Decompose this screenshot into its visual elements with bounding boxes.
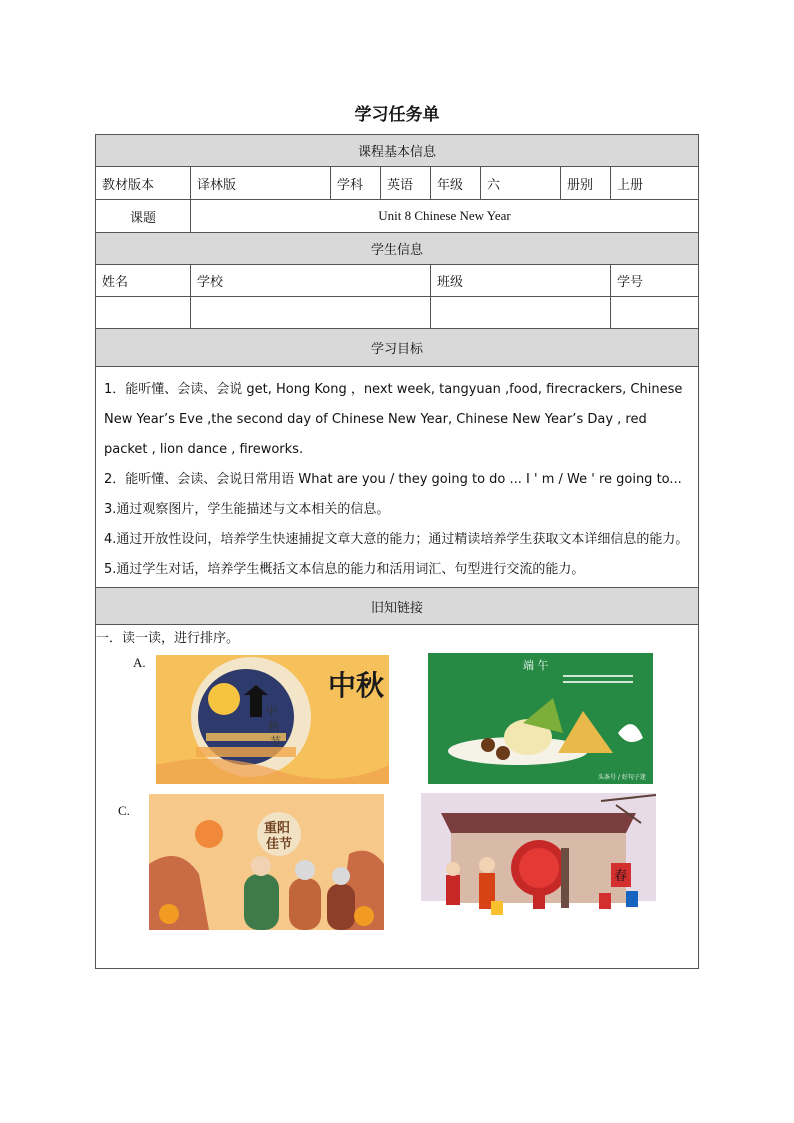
class-field[interactable] (431, 297, 611, 329)
objectives-list (96, 367, 699, 588)
number-label: 学号 (611, 265, 699, 297)
section-course-info: 课程基本信息 (96, 135, 699, 167)
pic2-watermark: 头条号 / 好句子迷 (598, 774, 646, 781)
name-field[interactable] (96, 297, 191, 329)
pic3-line2: 佳节 (266, 837, 293, 852)
edition-label: 教材版本 (96, 167, 191, 200)
pic4-spring-char: 春 (614, 869, 628, 884)
label-a: A. (133, 655, 146, 670)
pic3-line1: 重阳 (264, 821, 291, 836)
volume-value: 上册 (611, 167, 699, 200)
school-label: 学校 (191, 265, 431, 297)
exercise-instruction: 一．读一读，进行排序。 (96, 631, 240, 646)
pic2-title: 端 午 (523, 659, 549, 672)
objective-item: 4.通过开放性设问，培养学生快速捕捉文章大意的能力；通过精读培养学生获取文本详细信息的能力。 (104, 532, 689, 547)
pic1-char-jie: 节 (270, 735, 281, 748)
school-field[interactable] (191, 297, 431, 329)
name-label: 姓名 (96, 265, 191, 297)
edition-value: 译林版 (191, 167, 331, 200)
section-prior-knowledge: 旧知链接 (96, 588, 699, 625)
spring-festival-image (421, 793, 656, 934)
objective-item: 2．能听懂、会读、会说日常用语 What are you / they going to do ... I ' m / We ' re going to... (104, 472, 682, 487)
topic-value: Unit 8 Chinese New Year (191, 200, 699, 233)
dragon-boat-image (428, 653, 653, 784)
pic1-calligraphy: 中秋 (328, 669, 385, 702)
grade-value: 六 (481, 167, 561, 200)
objective-item: 3.通过观察图片，学生能描述与文本相关的信息。 (104, 502, 390, 517)
exercise-area (96, 625, 699, 969)
label-c: C. (118, 803, 130, 818)
objective-item: 5.通过学生对话，培养学生概括文本信息的能力和活用词汇、句型进行交流的能力。 (104, 562, 585, 577)
volume-label: 册别 (561, 167, 611, 200)
subject-value: 英语 (381, 167, 431, 200)
class-label: 班级 (431, 265, 611, 297)
number-field[interactable] (611, 297, 699, 329)
mid-autumn-image (156, 655, 389, 784)
objective-item: 1．能听懂、会读、会说 get, Hong Kong ，next week, tangyuan ,food, firecrackers, Chinese New Year’s Eve ,the second day of Chinese New Year, Chinese New Year’s Day , red packet , lion dance , fireworks. (104, 382, 683, 457)
topic-label: 课题 (96, 200, 191, 233)
section-student-info: 学生信息 (96, 233, 699, 265)
pic1-char-qiu: 秋 (268, 720, 279, 733)
grade-label: 年级 (431, 167, 481, 200)
pic1-char-zhong: 中 (266, 705, 277, 718)
subject-label: 学科 (331, 167, 381, 200)
task-sheet-table (95, 134, 699, 969)
section-objectives: 学习目标 (96, 329, 699, 367)
page-title: 学习任务单 (354, 105, 440, 125)
double-ninth-image (149, 794, 384, 930)
